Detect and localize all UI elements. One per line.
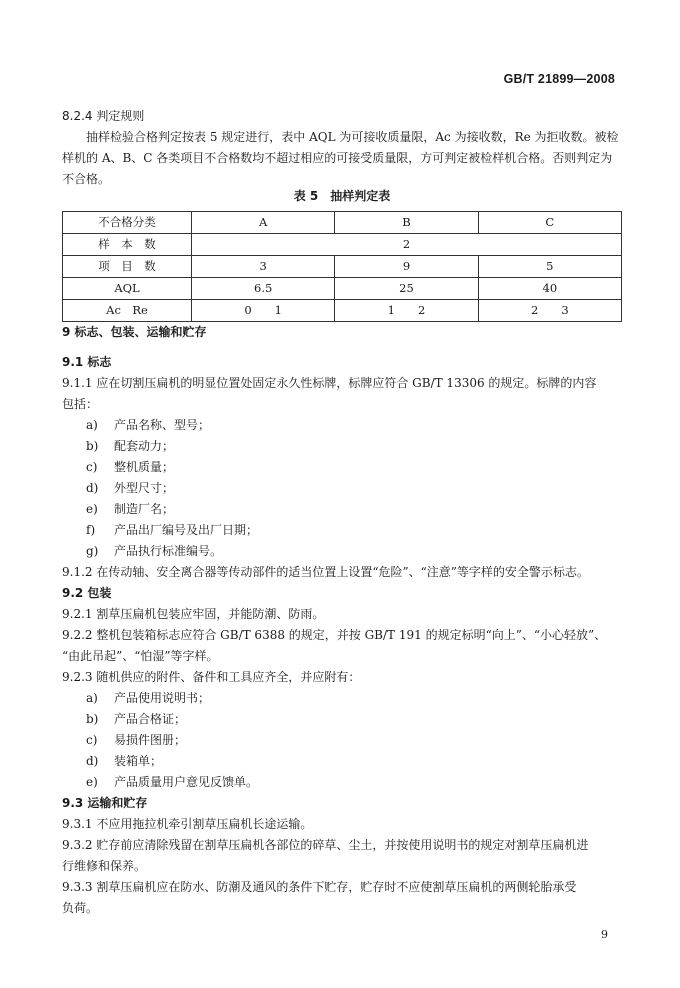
row-label: Ac Re (63, 300, 192, 322)
table-cell: 25 (335, 278, 478, 300)
table-cell: 6.5 (192, 278, 335, 300)
table-row (63, 278, 622, 300)
paragraph-line: 9.3.2 贮存前应清除残留在割草压扁机各部位的碎草、尘土，并按使用说明书的规定对割草压扁机进 (62, 838, 589, 852)
table-cell: 9 (335, 256, 478, 278)
table-cell: 1 2 (335, 300, 478, 322)
row-label: 样 本 数 (63, 234, 192, 256)
subsection-heading: 9.2 包装 (62, 586, 112, 600)
table-cell: B (335, 212, 478, 234)
table-row (63, 212, 622, 234)
row-label: 项 目 数 (63, 256, 192, 278)
paragraph-line: 9.2.3 随机供应的附件、备件和工具应齐全，并应附有： (62, 670, 361, 684)
paragraph-line: 9.2.2 整机包装箱标志应符合 GB/T 6388 的规定，并按 GB/T 191 的规定标明“向上”、“小心轻放”、 (62, 628, 607, 642)
subsection-heading: 9.1 标志 (62, 355, 112, 369)
paragraph-line: 9.1.2 在传动轴、安全离合器等传动部件的适当位置上设置“危险”、“注意”等字样的安全警示标志。 (62, 565, 589, 579)
list-item: c) 易损件图册； (86, 733, 187, 747)
paragraph-line: 9.1.1 应在切割压扁机的明显位置处固定永久性标牌，标牌应符合 GB/T 13306 的规定。标牌的内容 (62, 376, 597, 390)
table-cell: 3 (192, 256, 335, 278)
section-heading: 9 标志、包装、运输和贮存 (62, 325, 207, 339)
list-item: d) 外型尺寸； (86, 481, 175, 495)
table-caption: 表 5 抽样判定表 (293, 189, 391, 203)
list-item: b) 产品合格证； (86, 712, 187, 726)
paragraph-line: 样机的 A、B、C 各类项目不合格数均不超过相应的可接受质量限，方可判定被检样机合格。否则判定为 (62, 151, 613, 165)
list-item: e) 产品质量用户意见反馈单。 (86, 775, 259, 789)
row-label: AQL (63, 278, 192, 300)
list-item: a) 产品使用说明书； (86, 691, 211, 705)
paragraph-line: 不合格。 (62, 172, 111, 186)
table-row (63, 256, 622, 278)
paragraph-line: “由此吊起”、“怕湿”等字样。 (62, 649, 219, 663)
table-cell: 2 3 (478, 300, 621, 322)
page-number: 9 (601, 928, 608, 941)
table-cell: A (192, 212, 335, 234)
paragraph-line: 9.2.1 割草压扁机包装应牢固，并能防潮、防雨。 (62, 607, 325, 621)
table-5-block (62, 184, 622, 322)
table-cell: 40 (478, 278, 621, 300)
table-cell: 0 1 (192, 300, 335, 322)
paragraph-line: 抽样检验合格判定按表 5 规定进行，表中 AQL 为可接收质量限，Ac 为接收数，Re 为拒收数。被检 (86, 130, 619, 144)
table-cell: 2 (192, 234, 622, 256)
standard-code: GB/T 21899—2008 (503, 72, 615, 86)
list-item: d) 装箱单； (86, 754, 163, 768)
table-cell: C (478, 212, 621, 234)
section-9 (62, 322, 622, 919)
list-item: c) 整机质量； (86, 460, 175, 474)
sampling-table (62, 211, 622, 322)
paragraph-line: 9.3.3 割草压扁机应在防水、防潮及通风的条件下贮存，贮存时不应使割草压扁机的两侧轮胎承受 (62, 880, 577, 894)
row-label: 不合格分类 (63, 212, 192, 234)
section-heading: 8.2.4 判定规则 (62, 109, 145, 123)
list-item: e) 制造厂名； (86, 502, 175, 516)
paragraph-line: 9.3.1 不应用拖拉机牵引割草压扁机长途运输。 (62, 817, 313, 831)
subsection-heading: 9.3 运输和贮存 (62, 796, 148, 810)
list-item: a) 产品名称、型号； (86, 418, 211, 432)
paragraph-line: 行维修和保养。 (62, 859, 147, 873)
list-item: g) 产品执行标准编号。 (86, 544, 223, 558)
table-row (63, 234, 622, 256)
table-row (63, 300, 622, 322)
list-item: b) 配套动力； (86, 439, 175, 453)
section-8-2-4 (62, 106, 622, 190)
table-cell: 5 (478, 256, 621, 278)
paragraph-line: 负荷。 (62, 901, 99, 915)
list-item: f) 产品出厂编号及出厂日期； (86, 523, 259, 537)
paragraph-line: 包括： (62, 397, 99, 411)
